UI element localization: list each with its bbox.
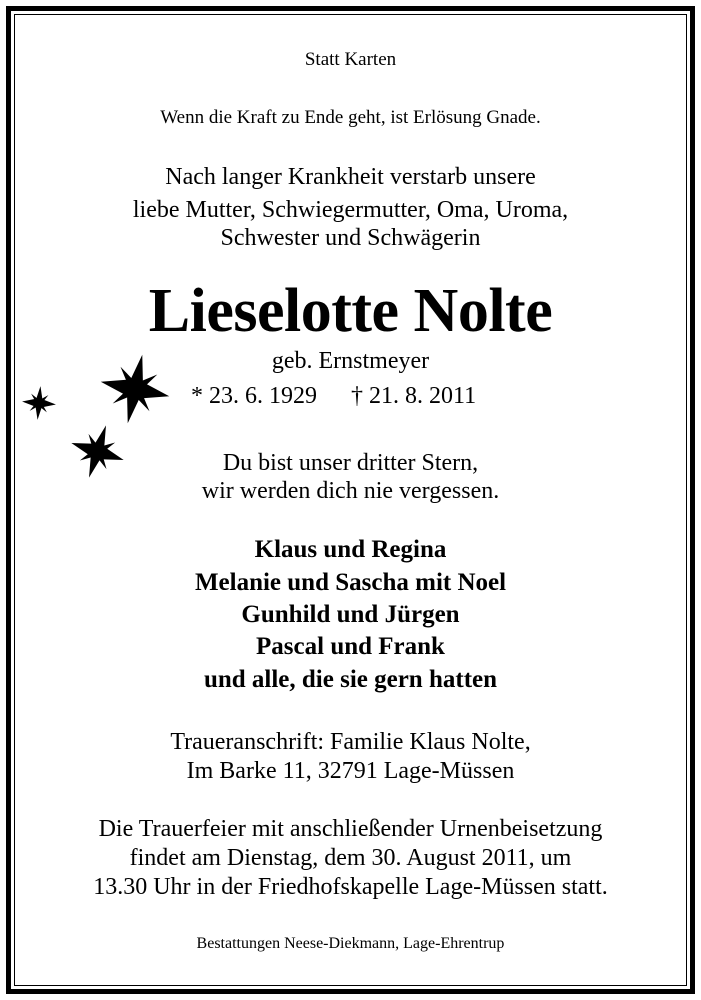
ceremony-line: Die Trauerfeier mit anschließender Urnenbeisetzung (98, 816, 603, 842)
mourner-line: Gunhild und Jürgen (241, 601, 460, 628)
mourner-line: Melanie und Sascha mit Noel (194, 569, 507, 596)
address-line: Traueranschrift: Familie Klaus Nolte, (170, 729, 531, 755)
birth-date: * 23. 6. 1929 (191, 383, 317, 409)
life-dates (191, 384, 476, 408)
funeral-home: Bestattungen Neese-Diekmann, Lage-Ehrentrup (196, 935, 505, 952)
intro-line: Nach langer Krankheit verstarb unsere (165, 164, 536, 190)
maiden-name: geb. Ernstmeyer (271, 348, 430, 374)
star-icon (100, 354, 170, 424)
intro-line: liebe Mutter, Schwiegermutter, Oma, Uroma, (132, 197, 569, 223)
intro-line: Schwester und Schwägerin (220, 225, 481, 251)
address-line: Im Barke 11, 32791 Lage-Müssen (186, 758, 515, 784)
header-text: Statt Karten (304, 49, 397, 70)
deceased-name: Lieselotte Nolte (148, 277, 553, 345)
mourner-line: Pascal und Frank (256, 633, 445, 660)
verse-line: Du bist unser dritter Stern, (222, 450, 479, 476)
ceremony-line: findet am Dienstag, dem 30. August 2011, um (129, 845, 572, 871)
mourner-line: und alle, die sie gern hatten (203, 666, 498, 693)
death-date: † 21. 8. 2011 (351, 383, 477, 409)
ceremony-line: 13.30 Uhr in der Friedhofskapelle Lage-Müssen statt. (93, 874, 608, 900)
verse-line: wir werden dich nie vergessen. (201, 478, 500, 504)
motto-text: Wenn die Kraft zu Ende geht, ist Erlösung Gnade. (160, 107, 541, 128)
mourner-line: Klaus und Regina (254, 536, 447, 563)
star-icon (22, 386, 56, 420)
